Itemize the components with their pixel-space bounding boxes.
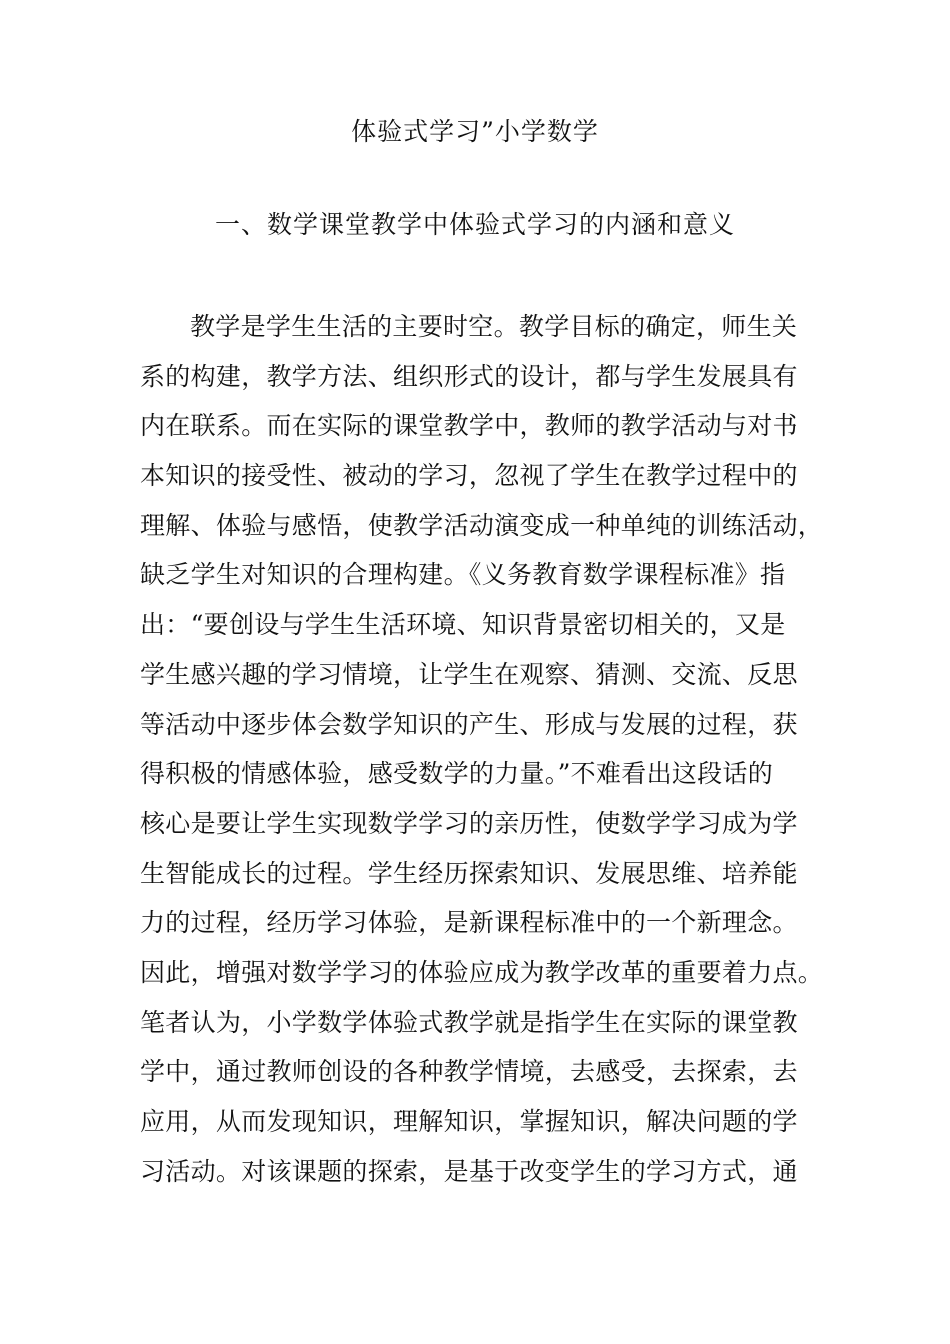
paragraph-line: 因此，增强对数学学习的体验应成为教学改革的重要着力点。 [140, 957, 824, 987]
document-title: 体验式学习”小学数学 [351, 117, 599, 146]
paragraph-line: 缺乏学生对知识的合理构建。《义务教育数学课程标准》指 [140, 560, 786, 590]
paragraph-line: 本知识的接受性、被动的学习，忽视了学生在教学过程中的 [140, 461, 798, 491]
paragraph-line: 笔者认为，小学数学体验式教学就是指学生在实际的课堂教 [140, 1007, 798, 1037]
paragraph-line: 理解、体验与感悟，使教学活动演变成一种单纯的训练活动， [140, 510, 824, 540]
paragraph-line: 力的过程，经历学习体验，是新课程标准中的一个新理念。 [140, 908, 798, 938]
paragraph-line: 内在联系。而在实际的课堂教学中，教师的教学活动与对书 [140, 411, 798, 441]
paragraph-line: 习活动。对该课题的探索，是基于改变学生的学习方式，通 [140, 1156, 798, 1186]
paragraph-line: 等活动中逐步体会数学知识的产生、形成与发展的过程，获 [140, 709, 798, 739]
paragraph-line: 得积极的情感体验，感受数学的力量。”不难看出这段话的 [140, 759, 774, 789]
paragraph-line: 学中，通过教师创设的各种教学情境，去感受，去探索，去 [140, 1057, 798, 1087]
paragraph-line: 学生感兴趣的学习情境，让学生在观察、猜测、交流、反思 [140, 659, 798, 689]
body-paragraph [140, 302, 824, 1196]
paragraph-line: 应用，从而发现知识，理解知识，掌握知识，解决问题的学 [140, 1107, 798, 1136]
section-heading: 一、数学课堂教学中体验式学习的内涵和意义 [214, 210, 735, 239]
paragraph-line: 生智能成长的过程。学生经历探索知识、发展思维、培养能 [140, 858, 798, 888]
paragraph-line: 核心是要让学生实现数学学习的亲历性，使数学学习成为学 [140, 808, 798, 838]
paragraph-line: 系的构建，教学方法、组织形式的设计，都与学生发展具有 [140, 361, 798, 391]
paragraph-line: 教学是学生生活的主要时空。教学目标的确定，师生关 [190, 312, 798, 341]
paragraph-line: 出：“要创设与学生生活环境、知识背景密切相关的，又是 [140, 610, 786, 640]
